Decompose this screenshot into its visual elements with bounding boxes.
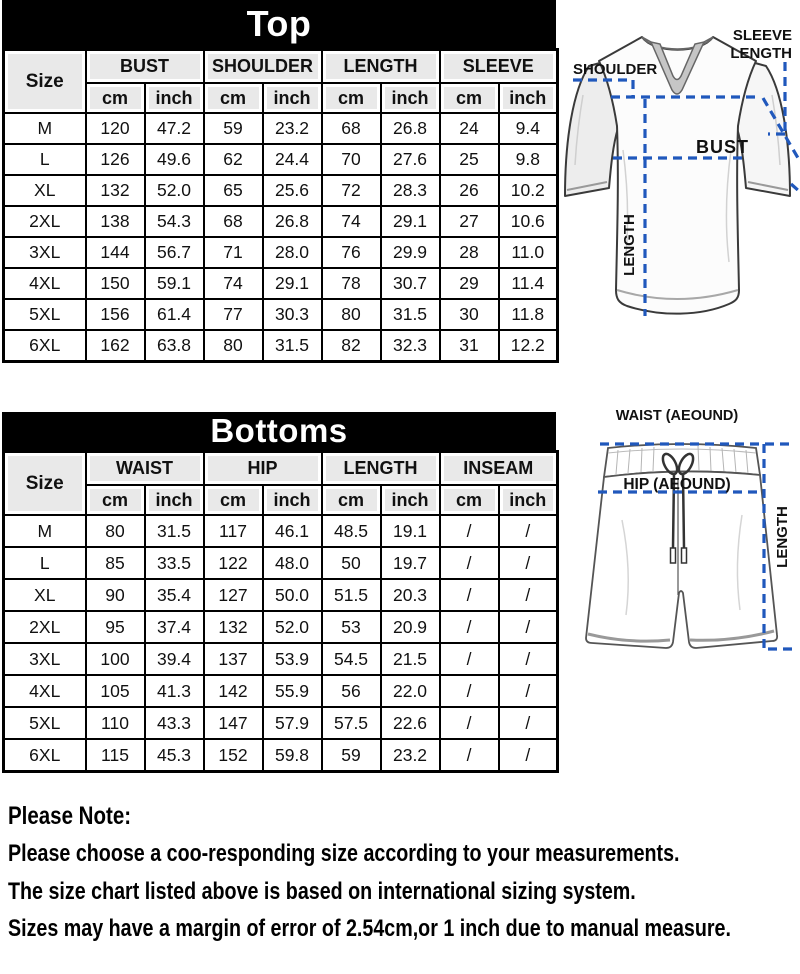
value-cell: 122: [204, 547, 263, 579]
value-cell: 39.4: [145, 643, 204, 675]
value-cell: 56.7: [145, 237, 204, 268]
value-cell: 47.2: [145, 113, 204, 144]
value-cell: 126: [86, 144, 145, 175]
table-row: [4, 144, 558, 175]
value-cell: 31.5: [145, 515, 204, 547]
unit-header: inch: [263, 83, 322, 113]
value-cell: 80: [204, 330, 263, 362]
value-cell: 152: [204, 739, 263, 772]
value-cell: 57.5: [322, 707, 381, 739]
value-cell: 11.0: [499, 237, 558, 268]
sleeve-length-label-line1: SLEEVE: [732, 27, 792, 44]
value-cell: /: [440, 675, 499, 707]
value-cell: 147: [204, 707, 263, 739]
unit-header: inch: [263, 485, 322, 515]
top-size-table: [2, 48, 559, 363]
value-cell: /: [499, 515, 558, 547]
unit-header: inch: [381, 83, 440, 113]
bottoms-size-section: [2, 412, 556, 773]
size-cell: 5XL: [4, 707, 86, 739]
value-cell: 100: [86, 643, 145, 675]
value-cell: 80: [86, 515, 145, 547]
unit-header: inch: [145, 83, 204, 113]
value-cell: 37.4: [145, 611, 204, 643]
value-cell: /: [440, 707, 499, 739]
table-row: [4, 675, 558, 707]
value-cell: 68: [322, 113, 381, 144]
value-cell: 59.8: [263, 739, 322, 772]
notes-heading: Please Note:: [8, 802, 132, 830]
value-cell: 56: [322, 675, 381, 707]
value-cell: 53: [322, 611, 381, 643]
value-cell: 68: [204, 206, 263, 237]
value-cell: 35.4: [145, 579, 204, 611]
size-cell: 3XL: [4, 643, 86, 675]
size-cell: 6XL: [4, 739, 86, 772]
unit-header: cm: [322, 83, 381, 113]
value-cell: 27.6: [381, 144, 440, 175]
value-cell: 77: [204, 299, 263, 330]
table-row: [4, 579, 558, 611]
value-cell: 138: [86, 206, 145, 237]
value-cell: 48.0: [263, 547, 322, 579]
group-header: BUST: [86, 50, 204, 84]
value-cell: 51.5: [322, 579, 381, 611]
value-cell: 32.3: [381, 330, 440, 362]
table-row: [4, 299, 558, 330]
size-cell: L: [4, 547, 86, 579]
value-cell: 10.6: [499, 206, 558, 237]
value-cell: 120: [86, 113, 145, 144]
value-cell: 22.6: [381, 707, 440, 739]
value-cell: 82: [322, 330, 381, 362]
value-cell: 30.7: [381, 268, 440, 299]
sleeve-length-label-line2: LENGTH: [730, 45, 792, 62]
value-cell: /: [499, 675, 558, 707]
value-cell: 80: [322, 299, 381, 330]
value-cell: 52.0: [145, 175, 204, 206]
value-cell: 74: [204, 268, 263, 299]
unit-header: inch: [381, 485, 440, 515]
value-cell: 54.5: [322, 643, 381, 675]
value-cell: /: [440, 547, 499, 579]
value-cell: 26.8: [381, 113, 440, 144]
value-cell: 31: [440, 330, 499, 362]
value-cell: 70: [322, 144, 381, 175]
group-header: WAIST: [86, 452, 204, 486]
value-cell: 57.9: [263, 707, 322, 739]
value-cell: 46.1: [263, 515, 322, 547]
value-cell: 28: [440, 237, 499, 268]
value-cell: /: [499, 739, 558, 772]
value-cell: 63.8: [145, 330, 204, 362]
value-cell: 52.0: [263, 611, 322, 643]
value-cell: 65: [204, 175, 263, 206]
value-cell: 29: [440, 268, 499, 299]
group-header: SHOULDER: [204, 50, 322, 84]
size-cell: L: [4, 144, 86, 175]
length-label: LENGTH: [774, 506, 791, 568]
value-cell: 12.2: [499, 330, 558, 362]
table-row: [4, 330, 558, 362]
size-cell: 3XL: [4, 237, 86, 268]
unit-header: cm: [204, 83, 263, 113]
unit-header: inch: [499, 83, 558, 113]
group-header: LENGTH: [322, 452, 440, 486]
value-cell: 25.6: [263, 175, 322, 206]
top-title-bar: [2, 0, 556, 48]
value-cell: 24.4: [263, 144, 322, 175]
bust-label: BUST: [696, 137, 749, 157]
size-cell: XL: [4, 579, 86, 611]
value-cell: 50.0: [263, 579, 322, 611]
value-cell: 48.5: [322, 515, 381, 547]
value-cell: 144: [86, 237, 145, 268]
value-cell: 31.5: [381, 299, 440, 330]
size-cell: XL: [4, 175, 86, 206]
value-cell: 62: [204, 144, 263, 175]
size-cell: 2XL: [4, 206, 86, 237]
value-cell: 85: [86, 547, 145, 579]
size-column-header: Size: [4, 452, 86, 516]
size-column-header: Size: [4, 50, 86, 114]
value-cell: 45.3: [145, 739, 204, 772]
size-cell: 4XL: [4, 675, 86, 707]
length-label: LENGTH: [621, 214, 638, 276]
group-header: HIP: [204, 452, 322, 486]
value-cell: 90: [86, 579, 145, 611]
size-cell: 6XL: [4, 330, 86, 362]
value-cell: 29.9: [381, 237, 440, 268]
value-cell: 74: [322, 206, 381, 237]
table-row: [4, 515, 558, 547]
value-cell: 95: [86, 611, 145, 643]
value-cell: 29.1: [381, 206, 440, 237]
note-line: The size chart listed above is based on international sizing system.: [8, 878, 636, 905]
value-cell: /: [440, 739, 499, 772]
shorts-measurement-diagram: [580, 400, 800, 665]
value-cell: 43.3: [145, 707, 204, 739]
value-cell: 20.9: [381, 611, 440, 643]
value-cell: /: [440, 643, 499, 675]
value-cell: 23.2: [263, 113, 322, 144]
value-cell: 115: [86, 739, 145, 772]
value-cell: 132: [204, 611, 263, 643]
value-cell: 30: [440, 299, 499, 330]
value-cell: 11.4: [499, 268, 558, 299]
value-cell: 54.3: [145, 206, 204, 237]
value-cell: /: [499, 547, 558, 579]
value-cell: 59: [322, 739, 381, 772]
value-cell: 78: [322, 268, 381, 299]
value-cell: 28.0: [263, 237, 322, 268]
value-cell: /: [499, 611, 558, 643]
value-cell: 19.1: [381, 515, 440, 547]
table-row: [4, 643, 558, 675]
unit-header: cm: [440, 83, 499, 113]
value-cell: 30.3: [263, 299, 322, 330]
value-cell: 72: [322, 175, 381, 206]
value-cell: 50: [322, 547, 381, 579]
value-cell: 28.3: [381, 175, 440, 206]
value-cell: 156: [86, 299, 145, 330]
unit-header: cm: [322, 485, 381, 515]
table-row: [4, 237, 558, 268]
value-cell: 26: [440, 175, 499, 206]
unit-header: cm: [440, 485, 499, 515]
value-cell: 22.0: [381, 675, 440, 707]
note-line: Sizes may have a margin of error of 2.54cm,or 1 inch due to manual measure.: [8, 915, 731, 942]
unit-header: cm: [86, 485, 145, 515]
table-row: [4, 611, 558, 643]
value-cell: 162: [86, 330, 145, 362]
bottoms-title: Bottoms: [210, 412, 348, 449]
table-row: [4, 175, 558, 206]
value-cell: 150: [86, 268, 145, 299]
waist-label: WAIST (AEOUND): [615, 408, 739, 424]
value-cell: 59.1: [145, 268, 204, 299]
value-cell: 31.5: [263, 330, 322, 362]
value-cell: 59: [204, 113, 263, 144]
unit-header: cm: [86, 83, 145, 113]
value-cell: 71: [204, 237, 263, 268]
value-cell: /: [499, 579, 558, 611]
value-cell: 21.5: [381, 643, 440, 675]
value-cell: 142: [204, 675, 263, 707]
value-cell: 10.2: [499, 175, 558, 206]
size-cell: M: [4, 113, 86, 144]
shoulder-label: SHOULDER: [573, 61, 658, 78]
value-cell: 127: [204, 579, 263, 611]
value-cell: 9.4: [499, 113, 558, 144]
tshirt-measurement-diagram: [555, 0, 800, 395]
value-cell: /: [440, 611, 499, 643]
hip-label: HIP (AEOUND): [623, 476, 731, 493]
value-cell: /: [499, 707, 558, 739]
table-row: [4, 113, 558, 144]
value-cell: 137: [204, 643, 263, 675]
table-row: [4, 707, 558, 739]
bottoms-title-bar: [2, 412, 556, 450]
unit-header: cm: [204, 485, 263, 515]
value-cell: 25: [440, 144, 499, 175]
size-cell: 5XL: [4, 299, 86, 330]
value-cell: 53.9: [263, 643, 322, 675]
value-cell: 49.6: [145, 144, 204, 175]
bottoms-size-table: [2, 450, 559, 773]
value-cell: /: [440, 515, 499, 547]
value-cell: 20.3: [381, 579, 440, 611]
unit-header: inch: [499, 485, 558, 515]
value-cell: 117: [204, 515, 263, 547]
value-cell: 61.4: [145, 299, 204, 330]
table-row: [4, 206, 558, 237]
value-cell: 29.1: [263, 268, 322, 299]
size-cell: 4XL: [4, 268, 86, 299]
table-row: [4, 268, 558, 299]
table-row: [4, 547, 558, 579]
value-cell: 24: [440, 113, 499, 144]
top-size-section: [2, 0, 556, 363]
value-cell: 11.8: [499, 299, 558, 330]
value-cell: 110: [86, 707, 145, 739]
group-header: LENGTH: [322, 50, 440, 84]
value-cell: 41.3: [145, 675, 204, 707]
group-header: INSEAM: [440, 452, 558, 486]
value-cell: 33.5: [145, 547, 204, 579]
value-cell: 19.7: [381, 547, 440, 579]
unit-header: inch: [145, 485, 204, 515]
value-cell: 132: [86, 175, 145, 206]
value-cell: 23.2: [381, 739, 440, 772]
value-cell: 27: [440, 206, 499, 237]
value-cell: /: [440, 579, 499, 611]
value-cell: 26.8: [263, 206, 322, 237]
value-cell: 105: [86, 675, 145, 707]
size-cell: 2XL: [4, 611, 86, 643]
note-line: Please choose a coo-responding size according to your measurements.: [8, 840, 680, 867]
value-cell: 76: [322, 237, 381, 268]
value-cell: 9.8: [499, 144, 558, 175]
value-cell: /: [499, 643, 558, 675]
top-title: Top: [246, 3, 312, 44]
table-row: [4, 739, 558, 772]
group-header: SLEEVE: [440, 50, 558, 84]
value-cell: 55.9: [263, 675, 322, 707]
size-cell: M: [4, 515, 86, 547]
